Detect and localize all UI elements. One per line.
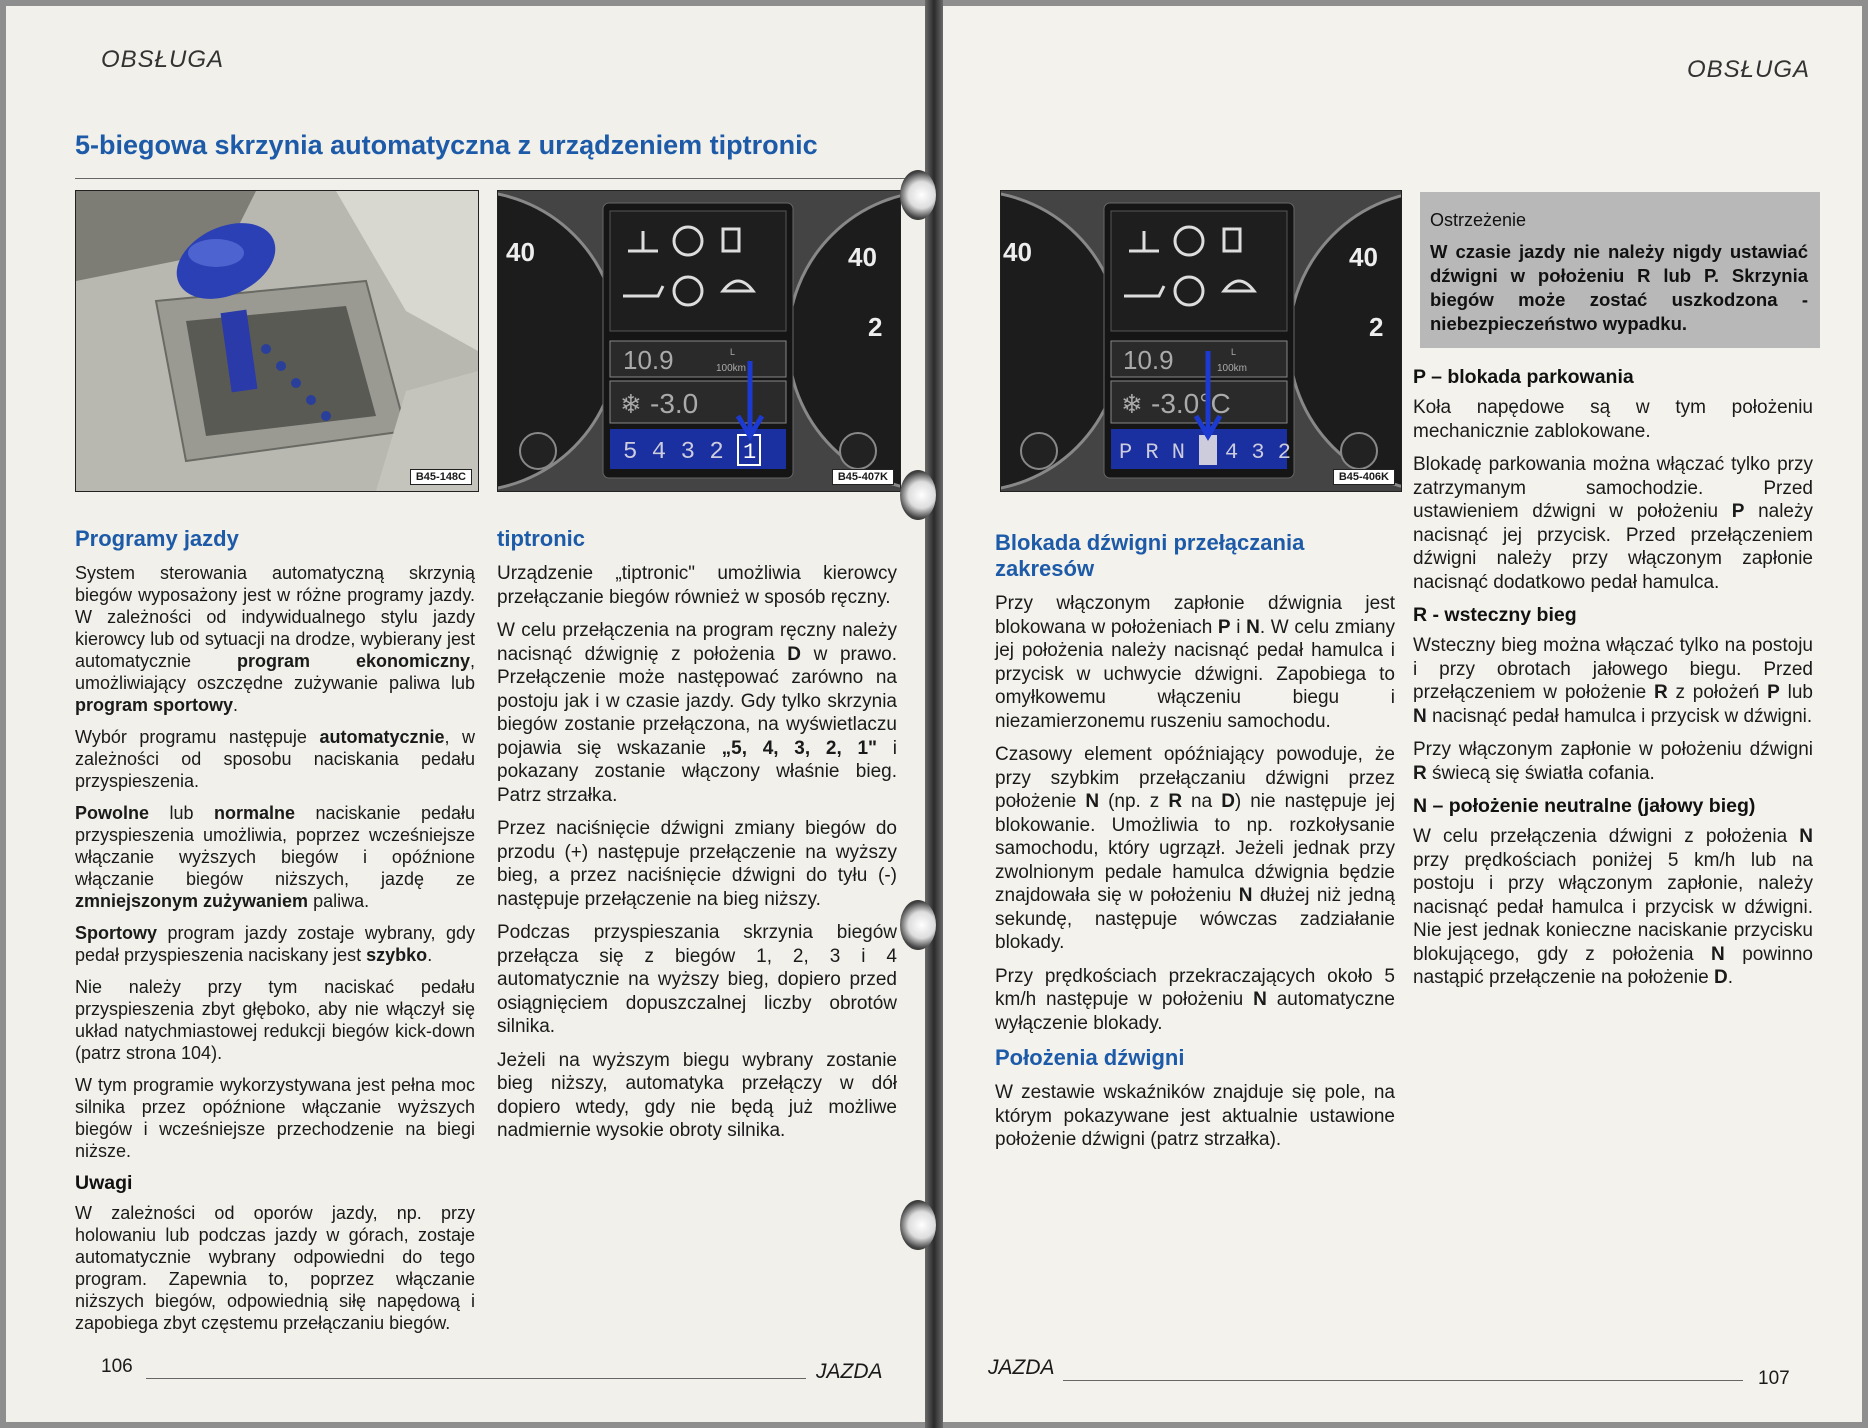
column-tiptronic bbox=[497, 526, 897, 1153]
gear-position-display-photo bbox=[1000, 190, 1402, 492]
image-code-label: B45-407K bbox=[832, 469, 894, 485]
footer-rule-left bbox=[146, 1378, 806, 1379]
title-rule bbox=[75, 178, 905, 179]
paragraph: W zależności od oporów jazdy, np. przy holowaniu lub podczas jazdy w górach, zostaje automatycznie wybrany odpowiedni do tego program. Zapewnia to, poprzez włączanie niższych biegów, odpowiednią siłę napędową i zapobiega zbyt częstemu przełączaniu biegów. bbox=[75, 1203, 475, 1333]
paragraph: Przy prędkościach przekraczających około 5 km/h następuje w położeniu N automatyczne wyłączenie blokady. bbox=[995, 965, 1395, 1034]
paragraph: Sportowy program jazdy zostaje wybrany, gdy pedał przyspieszenia naciskany jest szybko. bbox=[75, 923, 475, 965]
binding-hole bbox=[900, 900, 936, 950]
gear-sequence: 5 4 3 2 bbox=[623, 439, 724, 466]
gauge-right-number-2: 2 bbox=[868, 312, 883, 342]
unit-bottom: 100km bbox=[716, 363, 747, 374]
gear-numbers: 4 3 2 bbox=[1225, 440, 1292, 465]
paragraph: Blokadę parkowania można włączać tylko przy zatrzymanym samochodzie. Przed ustawieniem dźwigni w położeniu P należy nacisnąć jej przycisk. Przed przełączeniem dźwigni należy przy włączonym zapłonie nacisnąć dodatkowo pedał hamulca. bbox=[1413, 454, 1813, 593]
active-gear: 1 bbox=[743, 440, 757, 465]
heading-n-neutral: N – położenie neutralne (jałowy bieg) bbox=[1413, 795, 1756, 817]
svg-text:❄: ❄ bbox=[1121, 389, 1143, 419]
heading-r-reverse: R - wsteczny bieg bbox=[1413, 604, 1577, 626]
odometer-value: 10.9 bbox=[623, 345, 674, 375]
section-title: 5-biegowa skrzynia automatyczna z urządzeniem tiptronic bbox=[75, 130, 818, 160]
odometer-value: 10.9 bbox=[1123, 345, 1174, 375]
gear-letters: P R N bbox=[1119, 440, 1186, 465]
image-code-label: B45-406K bbox=[1333, 469, 1395, 485]
unit-top: L bbox=[1231, 347, 1237, 357]
warning-box bbox=[1420, 192, 1820, 348]
warning-title: Ostrzeżenie bbox=[1430, 210, 1527, 230]
footer-section-right: JAZDA bbox=[988, 1356, 1055, 1379]
paragraph: Powolne lub normalne naciskanie pedału przyspieszenia umożliwia, poprzez wcześniejsze włączanie wyższych biegów i opóźnione włączanie biegów niższych, jazdę ze zmniejszonym zużywaniem paliwa. bbox=[75, 803, 475, 911]
warning-body: W czasie jazdy nie należy nigdy ustawiać dźwigni w położeniu R lub P. Skrzynia biegów może zostać uszkodzona - niebezpieczeństwo wypadku. bbox=[1430, 241, 1808, 334]
gauge-right-number: 40 bbox=[1349, 242, 1378, 272]
paragraph: Czasowy element opóźniający powoduje, że przy szybkim przełączaniu dźwigni przez położenie N (np. z R na D) nie następuje jej blokowanie. Umożliwia to np. rozkołysanie samochodu, który ugrzązł. Jeżeli jednak przy zwolnionym pedale hamulca dźwignia będzie znajdowała się w położeniu N dłużej niż jedną sekundę, następuje wówczas zadziałanie blokady. bbox=[995, 744, 1396, 953]
temperature-value: -3.0 bbox=[650, 388, 699, 419]
paragraph: Wsteczny bieg można włączać tylko na postoju i przy obrotach jałowego biegu. Przed przełączeniem w położenie R z położeń P lub N nacisnąć pedał hamulca i przycisk w dźwigni. bbox=[1413, 635, 1813, 727]
paragraph: Urządzenie „tiptronic" umożliwia kierowcy przełączanie biegów również w sposób ręczny. bbox=[497, 563, 897, 608]
page-number-right: 107 bbox=[1758, 1368, 1790, 1389]
paragraph: Wybór programu następuje automatycznie, w zależności od sposobu naciskania pedału przyspieszenia. bbox=[75, 727, 475, 791]
column-programy-jazdy bbox=[75, 526, 475, 1344]
paragraph: W tym programie wykorzystywana jest pełna moc silnika przez opóźnione włączanie wyższych biegów i wcześniejsze przechodzenie na biegi niższe. bbox=[75, 1075, 475, 1161]
binding-hole bbox=[900, 170, 936, 220]
footer-rule-right bbox=[1063, 1380, 1743, 1381]
paragraph: W celu przełączenia na program ręczny należy nacisnąć dźwignię z położenia D w prawo. Przełączenie może następować zarówno na postoju jak i w czasie jazdy. Gdy tylko skrzynia biegów zostanie przełączona, na wyświetlaczu pojawia się wskazanie „5, 4, 3, 2, 1" i pokazany zostanie włączony właśnie bieg. Patrz strzałka. bbox=[497, 620, 898, 806]
paragraph: System sterowania automatyczną skrzynią biegów wyposażony jest w różne programy jazdy. W zależności od indywidualnego stylu jazdy kierowcy lub od sytuacji na drodze, wybierany jest automatycznie program ekonomiczny, umożliwiający oszczędne zużywanie paliwa lub program sportowy. bbox=[75, 563, 475, 715]
gear-selector-illustration bbox=[76, 191, 478, 491]
unit-top: L bbox=[730, 347, 736, 357]
heading-blokada: Blokada dźwigni przełączania zakresów bbox=[995, 530, 1305, 581]
page-number-left: 106 bbox=[101, 1356, 133, 1377]
left-page bbox=[6, 6, 925, 1422]
gauge-right-number-2: 2 bbox=[1369, 312, 1384, 342]
gauge-right-number: 40 bbox=[848, 242, 877, 272]
paragraph: W celu przełączenia dźwigni z położenia N przy prędkościach poniżej 5 km/h lub na postoju i przy włączonym zapłonie, należy nacisnąć pedał hamulca i przycisk w dźwigni. Nie jest jednak konieczne naciskanie przycisku blokującego, gdy z położenia N powinno nastąpić przełączenie na położenie D. bbox=[1413, 826, 1813, 988]
heading-polozenia: Położenia dźwigni bbox=[995, 1045, 1185, 1070]
heading-p-parking: P – blokada parkowania bbox=[1413, 366, 1634, 388]
right-page-header: OBSŁUGA bbox=[1686, 56, 1810, 83]
paragraph: W zestawie wskaźników znajduje się pole, na którym pokazywane jest aktualnie ustawione położenie dźwigni (patrz strzałka). bbox=[995, 1082, 1395, 1150]
column-blokada bbox=[995, 530, 1395, 1162]
tiptronic-display-illustration bbox=[498, 191, 900, 491]
gauge-left-number: 40 bbox=[1003, 237, 1032, 267]
binding-hole bbox=[900, 470, 936, 520]
binding-hole bbox=[900, 1200, 936, 1250]
temperature-value: -3.0°C bbox=[1151, 388, 1231, 419]
gauge-left-number: 40 bbox=[506, 237, 535, 267]
left-page-header: OBSŁUGA bbox=[101, 46, 225, 73]
gear-position-illustration bbox=[1001, 191, 1401, 491]
paragraph: Przy włączonym zapłonie dźwignia jest blokowana w położeniach P i N. W celu zmiany jej położenia należy nacisnąć pedał hamulca i przycisk w uchwycie dźwigni. Zapobiega to omyłkowemu włączeniu biegu i niezamierzonemu ruszeniu samochodu. bbox=[995, 593, 1396, 732]
image-code-label: B45-148C bbox=[410, 469, 472, 485]
paragraph: Przy włączonym zapłonie w położeniu dźwigni R świecą się światła cofania. bbox=[1413, 739, 1813, 784]
paragraph: Przez naciśnięcie dźwigni zmiany biegów do przodu (+) następuje przełączenie na wyższy bieg, a przez naciśnięcie dźwigni do tyłu (-) następuje przełączenie na bieg niższy. bbox=[497, 818, 897, 910]
paragraph: Koła napędowe są w tym położeniu mechanicznie zablokowane. bbox=[1413, 397, 1813, 442]
paragraph: Nie należy przy tym naciskać pedału przyspieszenia zbyt głęboko, aby nie włączył się układ natychmiastowej redukcji biegów kick-down (patrz strona 104). bbox=[75, 977, 475, 1063]
heading-programy-jazdy: Programy jazdy bbox=[75, 526, 239, 551]
paragraph: Jeżeli na wyższym biegu wybrany zostanie bieg niższy, automatyka przełączy w dół dopiero wtedy, gdy nie będą już możliwe nadmiernie wysokie obroty silnika. bbox=[497, 1049, 897, 1141]
column-positions bbox=[1413, 360, 1813, 1000]
gear-selector-photo bbox=[75, 190, 479, 492]
unit-bottom: 100km bbox=[1217, 363, 1248, 374]
heading-tiptronic: tiptronic bbox=[497, 526, 585, 551]
instrument-cluster-photo bbox=[497, 190, 901, 492]
paragraph: Podczas przyspieszania skrzynia biegów przełącza się z biegów 1, 2, 3 i 4 automatycznie na wyższy bieg, dopiero przed osiągnięciem dopuszczalnej liczby obrotów silnika. bbox=[497, 922, 897, 1037]
svg-text:❄: ❄ bbox=[620, 389, 642, 419]
footer-section-left: JAZDA bbox=[816, 1360, 883, 1383]
heading-uwagi: Uwagi bbox=[75, 1172, 133, 1194]
